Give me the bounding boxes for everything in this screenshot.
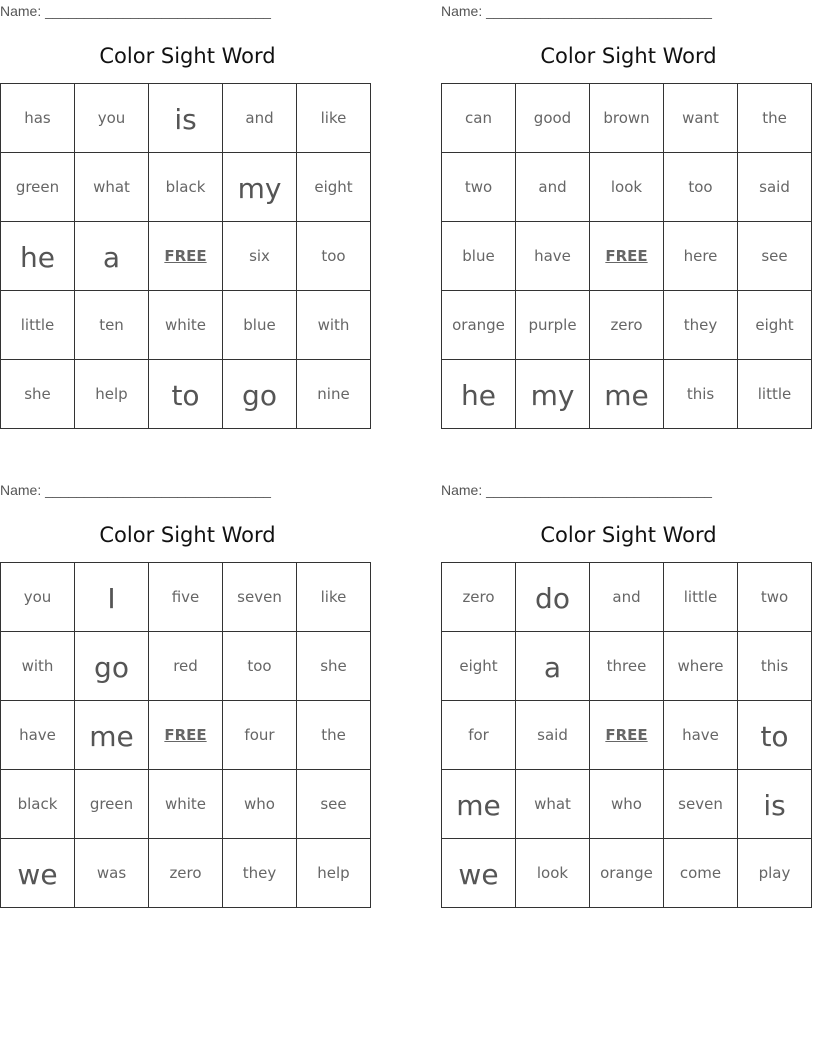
bingo-word-cell: the xyxy=(738,84,812,153)
bingo-word-cell: this xyxy=(738,632,812,701)
bingo-word-cell: little xyxy=(664,563,738,632)
bingo-word-cell: has xyxy=(1,84,75,153)
bingo-word-cell: is xyxy=(149,84,223,153)
bingo-word-cell: and xyxy=(223,84,297,153)
bingo-word-cell: good xyxy=(516,84,590,153)
bingo-word-cell: two xyxy=(738,563,812,632)
bingo-word-cell: white xyxy=(149,770,223,839)
bingo-word-cell: a xyxy=(75,222,149,291)
card-title: Color Sight Word xyxy=(540,44,717,68)
bingo-word-cell: we xyxy=(442,839,516,908)
bingo-grid xyxy=(0,562,371,908)
name-line: Name: _____________________________ xyxy=(441,482,712,498)
bingo-word-cell: three xyxy=(590,632,664,701)
bingo-word-cell: where xyxy=(664,632,738,701)
bingo-word-cell: too xyxy=(664,153,738,222)
bingo-word-cell: zero xyxy=(590,291,664,360)
bingo-word-cell: look xyxy=(516,839,590,908)
bingo-word-cell: seven xyxy=(223,563,297,632)
bingo-word-cell: what xyxy=(75,153,149,222)
bingo-word-cell: green xyxy=(75,770,149,839)
bingo-word-cell: little xyxy=(1,291,75,360)
free-space-cell: FREE xyxy=(149,222,223,291)
bingo-word-cell: black xyxy=(1,770,75,839)
bingo-word-cell: said xyxy=(738,153,812,222)
bingo-word-cell: zero xyxy=(442,563,516,632)
bingo-word-cell: and xyxy=(516,153,590,222)
bingo-card-1 xyxy=(0,0,376,412)
bingo-word-cell: this xyxy=(664,360,738,429)
bingo-word-cell: they xyxy=(223,839,297,908)
bingo-word-cell: help xyxy=(75,360,149,429)
bingo-word-cell: have xyxy=(1,701,75,770)
bingo-word-cell: me xyxy=(590,360,664,429)
bingo-word-cell: look xyxy=(590,153,664,222)
bingo-word-cell: eight xyxy=(297,153,371,222)
name-line: Name: _____________________________ xyxy=(441,3,712,19)
bingo-word-cell: she xyxy=(1,360,75,429)
bingo-word-cell: a xyxy=(516,632,590,701)
bingo-word-cell: can xyxy=(442,84,516,153)
bingo-word-cell: do xyxy=(516,563,590,632)
bingo-word-cell: play xyxy=(738,839,812,908)
bingo-word-cell: you xyxy=(75,84,149,153)
bingo-grid xyxy=(0,83,371,429)
bingo-grid xyxy=(441,83,812,429)
bingo-word-cell: to xyxy=(149,360,223,429)
bingo-word-cell: have xyxy=(516,222,590,291)
bingo-word-cell: too xyxy=(223,632,297,701)
bingo-word-cell: me xyxy=(75,701,149,770)
name-line: Name: _____________________________ xyxy=(0,482,271,498)
bingo-word-cell: brown xyxy=(590,84,664,153)
bingo-word-cell: blue xyxy=(223,291,297,360)
bingo-word-cell: orange xyxy=(590,839,664,908)
name-line: Name: _____________________________ xyxy=(0,3,271,19)
bingo-word-cell: nine xyxy=(297,360,371,429)
bingo-word-cell: he xyxy=(1,222,75,291)
bingo-word-cell: he xyxy=(442,360,516,429)
bingo-word-cell: go xyxy=(75,632,149,701)
bingo-word-cell: want xyxy=(664,84,738,153)
bingo-word-cell: she xyxy=(297,632,371,701)
bingo-word-cell: black xyxy=(149,153,223,222)
bingo-word-cell: seven xyxy=(664,770,738,839)
bingo-word-cell: and xyxy=(590,563,664,632)
bingo-word-cell: two xyxy=(442,153,516,222)
bingo-word-cell: me xyxy=(442,770,516,839)
bingo-card-3 xyxy=(0,479,376,891)
bingo-word-cell: they xyxy=(664,291,738,360)
bingo-word-cell: for xyxy=(442,701,516,770)
bingo-word-cell: with xyxy=(297,291,371,360)
bingo-word-cell: have xyxy=(664,701,738,770)
bingo-word-cell: to xyxy=(738,701,812,770)
bingo-word-cell: see xyxy=(297,770,371,839)
free-space-cell: FREE xyxy=(590,701,664,770)
bingo-word-cell: little xyxy=(738,360,812,429)
bingo-word-cell: like xyxy=(297,563,371,632)
free-space-cell: FREE xyxy=(149,701,223,770)
bingo-word-cell: zero xyxy=(149,839,223,908)
bingo-word-cell: you xyxy=(1,563,75,632)
bingo-word-cell: orange xyxy=(442,291,516,360)
bingo-word-cell: we xyxy=(1,839,75,908)
bingo-card-2 xyxy=(441,0,816,412)
bingo-word-cell: help xyxy=(297,839,371,908)
bingo-word-cell: is xyxy=(738,770,812,839)
bingo-word-cell: go xyxy=(223,360,297,429)
bingo-word-cell: white xyxy=(149,291,223,360)
card-title: Color Sight Word xyxy=(99,523,276,547)
bingo-word-cell: five xyxy=(149,563,223,632)
bingo-word-cell: what xyxy=(516,770,590,839)
bingo-word-cell: my xyxy=(223,153,297,222)
bingo-word-cell: here xyxy=(664,222,738,291)
bingo-word-cell: the xyxy=(297,701,371,770)
bingo-word-cell: like xyxy=(297,84,371,153)
bingo-word-cell: blue xyxy=(442,222,516,291)
bingo-word-cell: see xyxy=(738,222,812,291)
bingo-word-cell: come xyxy=(664,839,738,908)
bingo-word-cell: I xyxy=(75,563,149,632)
card-title: Color Sight Word xyxy=(540,523,717,547)
bingo-word-cell: my xyxy=(516,360,590,429)
bingo-word-cell: who xyxy=(223,770,297,839)
free-space-cell: FREE xyxy=(590,222,664,291)
bingo-word-cell: who xyxy=(590,770,664,839)
bingo-word-cell: ten xyxy=(75,291,149,360)
bingo-grid xyxy=(441,562,812,908)
bingo-word-cell: was xyxy=(75,839,149,908)
bingo-word-cell: green xyxy=(1,153,75,222)
bingo-word-cell: said xyxy=(516,701,590,770)
bingo-word-cell: with xyxy=(1,632,75,701)
bingo-word-cell: too xyxy=(297,222,371,291)
bingo-word-cell: eight xyxy=(442,632,516,701)
bingo-word-cell: four xyxy=(223,701,297,770)
bingo-word-cell: purple xyxy=(516,291,590,360)
bingo-word-cell: eight xyxy=(738,291,812,360)
bingo-word-cell: red xyxy=(149,632,223,701)
bingo-word-cell: six xyxy=(223,222,297,291)
card-title: Color Sight Word xyxy=(99,44,276,68)
bingo-card-4 xyxy=(441,479,816,891)
